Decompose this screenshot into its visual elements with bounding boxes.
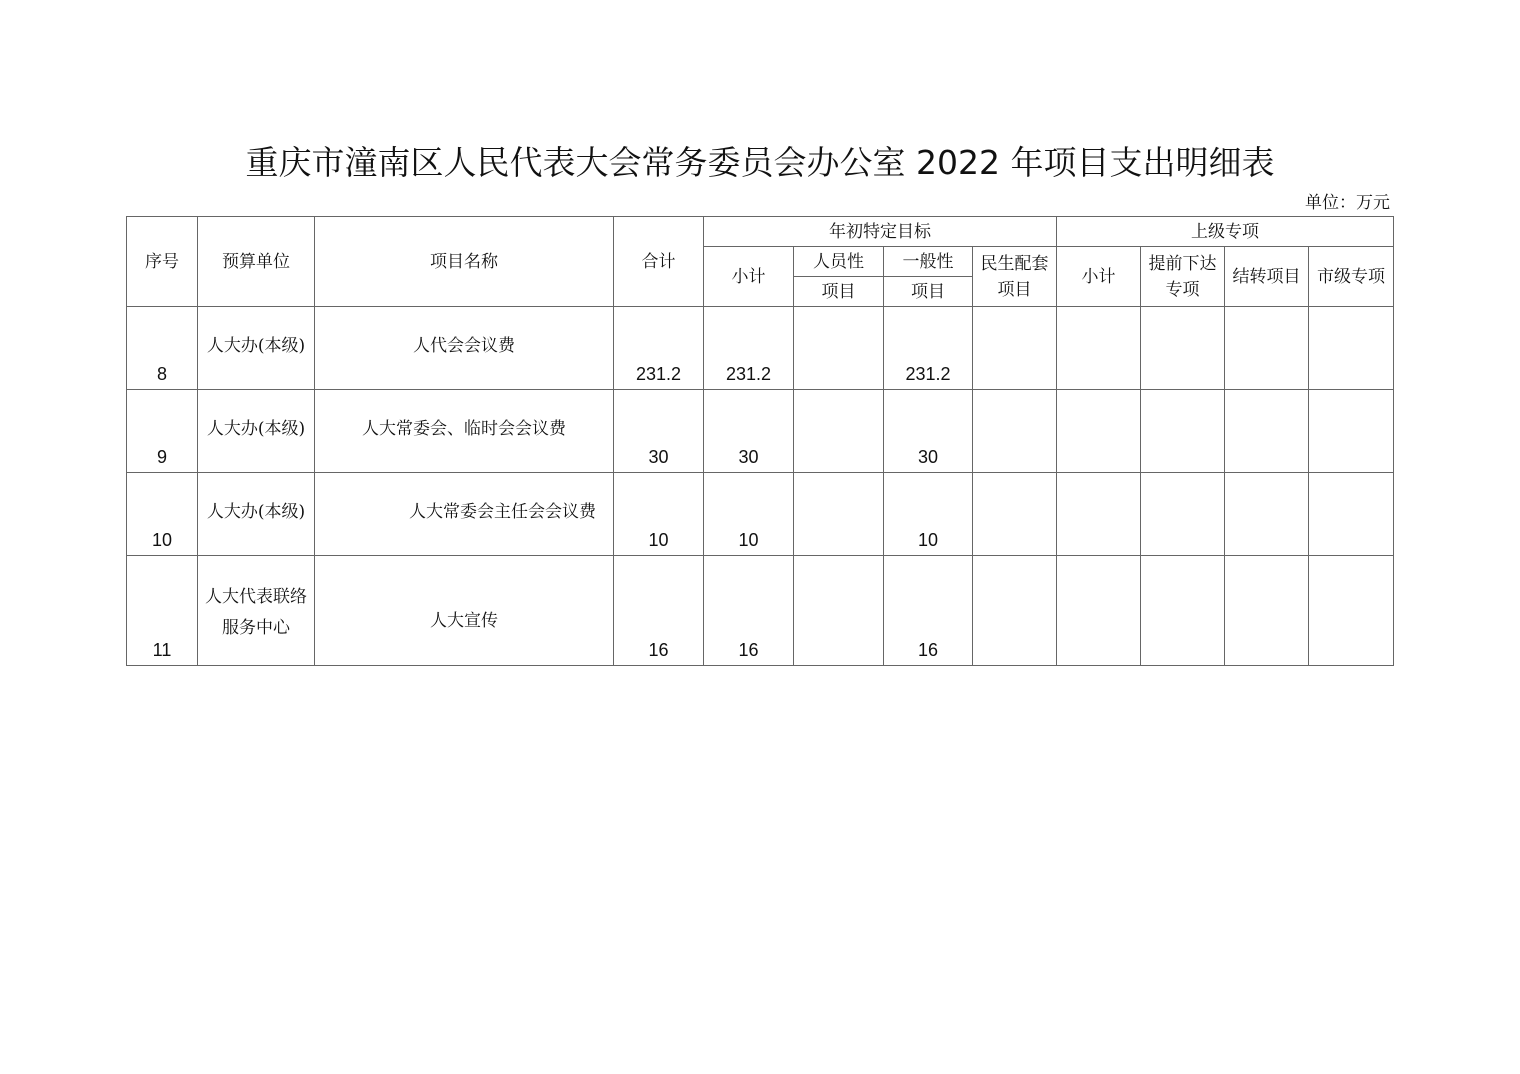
- row-general: 16: [917, 640, 939, 660]
- header-annual-subtotal: 小计: [704, 247, 794, 307]
- header-seq: 序号: [127, 217, 198, 307]
- row-subtotal: 30: [738, 447, 759, 467]
- header-general-top: 一般性: [884, 247, 973, 277]
- row-project-name: 人大常委会主任会会议费: [409, 502, 596, 522]
- header-superior-subtotal: 小计: [1057, 247, 1141, 307]
- unit-note: 单位：万元: [1305, 193, 1390, 213]
- row-total: 30: [648, 447, 669, 467]
- row-project-name: 人大常委会、临时会会议费: [362, 419, 566, 439]
- header-superior-group: 上级专项: [1057, 217, 1394, 247]
- row-total: 231.2: [635, 364, 682, 384]
- table-row: [127, 556, 1394, 666]
- row-total: 10: [648, 530, 669, 550]
- row-subtotal: 10: [738, 530, 759, 550]
- table-row: [127, 473, 1394, 556]
- row-unit: 人大办(本级): [206, 336, 306, 356]
- row-seq: 9: [156, 447, 167, 467]
- row-subtotal: 16: [738, 640, 759, 660]
- row-unit: 人大办(本级): [206, 419, 306, 439]
- row-general: 30: [917, 447, 939, 467]
- row-seq: 8: [156, 364, 167, 384]
- header-total: 合计: [614, 217, 704, 307]
- header-city: 市级专项: [1309, 247, 1394, 307]
- header-budget-unit: 预算单位: [198, 217, 315, 307]
- page-title: 重庆市潼南区人民代表大会常务委员会办公室 2022 年项目支出明细表: [245, 143, 1275, 182]
- header-project-name: 项目名称: [315, 217, 614, 307]
- row-unit: 人大代表联络服务中心: [205, 587, 307, 638]
- table-row: [127, 390, 1394, 473]
- header-general-bottom: 项目: [884, 277, 973, 307]
- row-unit: 人大办(本级): [206, 502, 306, 522]
- header-carryover: 结转项目: [1225, 247, 1309, 307]
- header-annual-group: 年初特定目标: [704, 217, 1057, 247]
- row-general: 10: [917, 530, 939, 550]
- row-subtotal: 231.2: [725, 364, 772, 384]
- row-project-name: 人大宣传: [430, 611, 498, 631]
- header-advance: 提前下达专项: [1141, 247, 1225, 307]
- row-general: 231.2: [905, 364, 951, 384]
- table-row: [127, 307, 1394, 390]
- header-livelihood: 民生配套项目: [973, 247, 1057, 307]
- row-project-name: 人代会会议费: [413, 336, 515, 356]
- row-total: 16: [648, 640, 669, 660]
- row-seq: 11: [152, 640, 172, 660]
- row-seq: 10: [151, 530, 173, 550]
- header-personnel-top: 人员性: [794, 247, 884, 277]
- header-personnel-bottom: 项目: [794, 277, 884, 307]
- project-expense-table: [126, 216, 1394, 666]
